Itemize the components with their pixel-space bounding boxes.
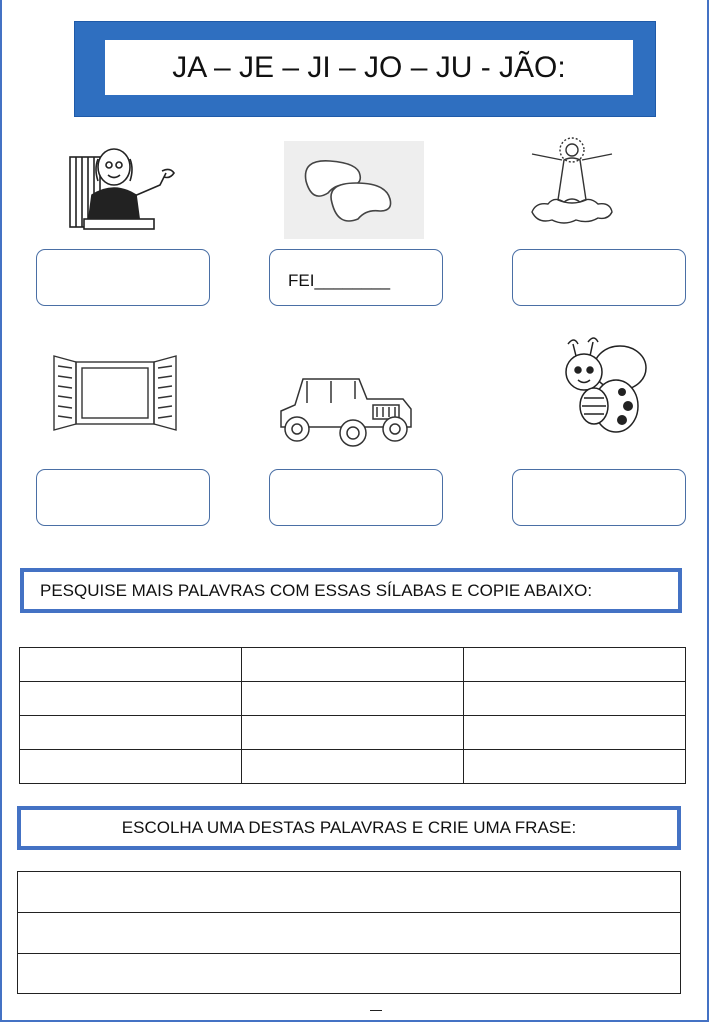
research-table	[19, 647, 686, 784]
table-row	[20, 648, 686, 682]
table-cell[interactable]	[242, 750, 464, 784]
answer-prefix: FEI________	[288, 271, 391, 290]
table-cell[interactable]	[464, 682, 686, 716]
answer-box-beans[interactable]	[269, 249, 443, 306]
table-cell[interactable]	[464, 648, 686, 682]
table-cell[interactable]	[464, 750, 686, 784]
sentence-instruction: ESCOLHA UMA DESTAS PALAVRAS E CRIE UMA FRASE:	[121, 818, 577, 837]
table-cell[interactable]	[20, 648, 242, 682]
sentence-instruction-box	[17, 806, 681, 850]
ladybug-image	[556, 334, 652, 438]
answer-box-ladybug[interactable]	[512, 469, 686, 526]
bottom-mark	[370, 1010, 382, 1011]
sentence-line	[18, 953, 680, 954]
research-instruction-box	[20, 568, 682, 613]
answer-box-jesus[interactable]	[512, 249, 686, 306]
answer-box-judge[interactable]	[36, 249, 210, 306]
table-cell[interactable]	[242, 682, 464, 716]
table-row	[20, 750, 686, 784]
answer-box-window[interactable]	[36, 469, 210, 526]
jesus-image	[526, 128, 618, 228]
table-row	[20, 716, 686, 750]
table-cell[interactable]	[242, 648, 464, 682]
window-image	[50, 352, 180, 436]
table-row	[20, 682, 686, 716]
table-cell[interactable]	[20, 750, 242, 784]
answer-box-jeep[interactable]	[269, 469, 443, 526]
table-cell[interactable]	[464, 716, 686, 750]
table-cell[interactable]	[20, 716, 242, 750]
sentence-lines[interactable]	[17, 871, 681, 994]
beans-image	[284, 141, 424, 239]
jeep-image	[273, 367, 415, 449]
bottom-underline	[255, 993, 500, 994]
table-cell[interactable]	[242, 716, 464, 750]
research-instruction: PESQUISE MAIS PALAVRAS COM ESSAS SÍLABAS E COPIE ABAIXO:	[40, 580, 593, 600]
table-cell[interactable]	[20, 682, 242, 716]
judge-image	[62, 137, 182, 232]
sentence-line	[18, 912, 680, 913]
page-title: JA – JE – JI – JO – JU - JÃO:	[105, 40, 633, 95]
